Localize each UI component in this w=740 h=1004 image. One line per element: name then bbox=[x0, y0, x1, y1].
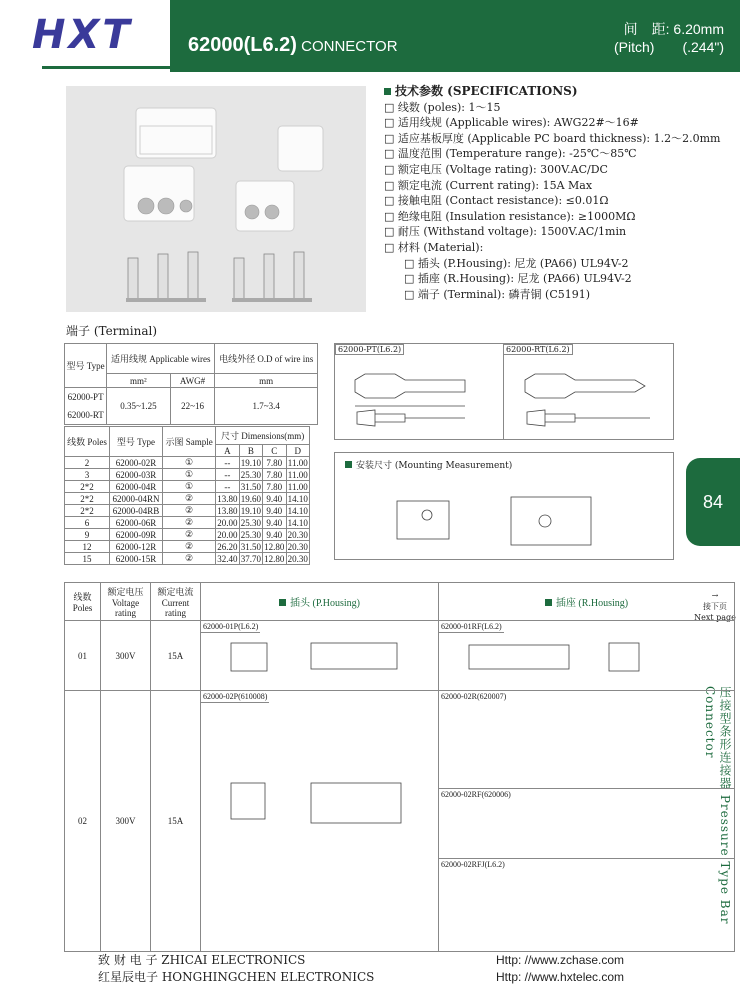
square-bullet-icon bbox=[279, 599, 286, 606]
mounting-title-text: 安装尺寸 (Mounting Measurement) bbox=[356, 461, 513, 471]
th-phousing-text: 插头 (P.Housing) bbox=[289, 598, 360, 609]
dim-cell: 14.10 bbox=[287, 517, 308, 528]
dim-cell: 62000-02R bbox=[109, 457, 162, 469]
spec-temp: 温度范围 (Temperature range): -25℃～85℃ bbox=[397, 147, 637, 161]
title-suffix: CONNECTOR bbox=[296, 38, 398, 55]
dim-cell: 9.40 bbox=[263, 529, 286, 541]
row2-cur: 15A bbox=[151, 691, 201, 952]
row2-plug bbox=[201, 691, 439, 952]
dim-cell: 2 bbox=[65, 457, 110, 469]
pitch-en: (Pitch) (.244") bbox=[614, 39, 724, 55]
dim-cell: 7.80 bbox=[263, 457, 286, 469]
dim-cell: 31.50 bbox=[240, 541, 261, 552]
spec-title-text: 技术参数 (SPECIFICATIONS) bbox=[395, 84, 578, 98]
dim-cell: 7.80 bbox=[263, 481, 286, 493]
row1-receptacle bbox=[439, 621, 735, 691]
th-rhousing-text: 插座 (R.Housing) bbox=[555, 598, 629, 609]
dim-cell: ② bbox=[162, 529, 215, 541]
square-bullet-icon bbox=[384, 88, 391, 95]
row2-rec3-label: 62000-02RFJ(L6.2) bbox=[441, 860, 505, 869]
dim-cell: -- bbox=[216, 481, 239, 493]
spec-row: □ 线数 (poles): 1～15 bbox=[384, 100, 501, 114]
pt-label: 62000-PT(L6.2) bbox=[335, 344, 404, 355]
spec-withstand: 耐压 (Withstand voltage): 1500V.AC/1min bbox=[397, 225, 627, 239]
dim-cell: 19.10 bbox=[240, 457, 261, 468]
spec-sub: □ 端子 (Terminal): 磷青铜 (C5191) bbox=[404, 287, 591, 301]
footer-company-1: 致 财 电 子 ZHICAI ELECTRONICS bbox=[98, 953, 306, 967]
dim-cell: ② bbox=[162, 553, 215, 565]
dim-cell: 2*2 bbox=[65, 505, 110, 517]
page-header bbox=[0, 0, 740, 72]
th-volt: 额定电压 Voltage rating bbox=[101, 583, 151, 621]
dim-cell: ② bbox=[162, 493, 215, 505]
logo-underline bbox=[42, 66, 182, 69]
dim-row bbox=[65, 505, 310, 517]
th-sample: 示图 Sample bbox=[162, 427, 215, 457]
spec-row: □ 耐压 (Withstand voltage): 1500V.AC/1min bbox=[384, 225, 627, 239]
spec-row: □ 额定电流 (Current rating): 15A Max bbox=[384, 178, 593, 192]
dim-cell: 62000-12R bbox=[109, 541, 162, 553]
dim-cell: 19.60 bbox=[240, 493, 261, 504]
dim-cell: 2*2 bbox=[65, 493, 110, 505]
row2-rec1-label: 62000-02R(620007) bbox=[441, 692, 507, 701]
spec-sub: □ 插头 (P.Housing): 尼龙 (PA66) UL94V-2 bbox=[404, 256, 629, 270]
dim-cell: 13.80 bbox=[217, 493, 238, 504]
th-b: B bbox=[239, 445, 262, 457]
mounting-sketch bbox=[335, 461, 675, 561]
spec-row: □ 绝缘电阻 (Insulation resistance): ≥1000MΩ bbox=[384, 209, 636, 223]
dim-cell: 9.40 bbox=[263, 517, 286, 529]
dim-cell: 9.40 bbox=[263, 505, 286, 517]
title-bar bbox=[170, 0, 740, 72]
dim-cell: 2*2 bbox=[65, 481, 110, 493]
spec-insulation: 绝缘电阻 (Insulation resistance): ≥1000MΩ bbox=[397, 209, 636, 223]
dim-cell: 62000-03R bbox=[109, 469, 162, 481]
dim-cell: 32.40 bbox=[217, 553, 238, 564]
dim-cell: -- bbox=[216, 457, 239, 469]
dim-cell: 25.30 bbox=[240, 517, 261, 528]
dim-cell: 14.10 bbox=[287, 493, 308, 504]
spec-sub: □ 插座 (R.Housing): 尼龙 (PA66) UL94V-2 bbox=[404, 272, 632, 286]
spec-terminal: 端子 (Terminal): 磷青铜 (C5191) bbox=[417, 287, 591, 301]
dim-cell: 11.00 bbox=[287, 481, 308, 492]
dim-cell: 19.10 bbox=[240, 505, 261, 516]
th-poles2: 线数 Poles bbox=[65, 583, 101, 621]
plug-sketch bbox=[201, 633, 431, 683]
th-cur: 额定电流 Current rating bbox=[151, 583, 201, 621]
dim-cell: 6 bbox=[65, 517, 110, 529]
dim-cell: 20.00 bbox=[217, 517, 238, 528]
pitch-info bbox=[614, 20, 724, 56]
dim-cell: 11.00 bbox=[287, 457, 308, 468]
dim-cell: 20.30 bbox=[287, 541, 308, 552]
mounting-measurement bbox=[334, 452, 674, 560]
dim-cell: 12.80 bbox=[264, 541, 285, 552]
plug2-sketch bbox=[201, 703, 431, 903]
th-rhousing bbox=[439, 583, 735, 621]
product-title bbox=[188, 34, 398, 57]
spec-contact: 接触电阻 (Contact resistance): ≤0.01Ω bbox=[397, 194, 609, 208]
next-en: Next page bbox=[694, 613, 736, 622]
th-a: A bbox=[216, 445, 239, 457]
th-poles: 线数 Poles bbox=[65, 427, 110, 457]
dim-cell: 62000-15R bbox=[109, 553, 162, 565]
dim-cell: 37.70 bbox=[240, 553, 261, 564]
dim-cell: 20.00 bbox=[217, 529, 238, 540]
spec-current: 额定电流 (Current rating): 15A Max bbox=[397, 178, 593, 192]
spec-voltage: 额定电压 (Voltage rating): 300V.AC/DC bbox=[397, 162, 608, 176]
th-awg: AWG# bbox=[170, 374, 215, 388]
vertical-caption: 压接型条形连接器 Pressure Type Bar Connector bbox=[703, 686, 732, 925]
footer-url-1[interactable]: Http: //www.zchase.com bbox=[496, 953, 625, 967]
dim-row bbox=[65, 481, 310, 493]
spec-wires: 适用线规 (Applicable wires): AWG22#～16# bbox=[397, 116, 639, 130]
terminal-drawings bbox=[334, 343, 674, 440]
dim-cell: 3 bbox=[65, 469, 110, 481]
dim-cell: 12.80 bbox=[264, 553, 285, 564]
dim-cell: ② bbox=[162, 517, 215, 529]
th-mm2: mm² bbox=[107, 374, 171, 388]
type-pt: 62000-PT bbox=[67, 392, 104, 402]
spec-poles: 线数 (poles): 1～15 bbox=[397, 100, 501, 114]
th-d: D bbox=[286, 445, 310, 457]
th-mm: mm bbox=[215, 374, 318, 388]
dim-cell: ① bbox=[162, 469, 215, 481]
spec-board: 适应基板厚度 (Applicable PC board thickness): 1.2～2.0mm bbox=[397, 131, 721, 145]
parts-table bbox=[64, 582, 735, 952]
row1-cur: 15A bbox=[151, 621, 201, 691]
row2-volt: 300V bbox=[101, 691, 151, 952]
dim-cell: 11.00 bbox=[287, 469, 308, 480]
th-phousing bbox=[201, 583, 439, 621]
dim-cell: ① bbox=[162, 457, 215, 469]
product-photo bbox=[66, 86, 366, 312]
spec-row: □ 适应基板厚度 (Applicable PC board thickness): 1.2～2.0mm bbox=[384, 131, 721, 145]
title-model: 62000(L6.2) bbox=[188, 34, 297, 56]
spec-row: □ 接触电阻 (Contact resistance): ≤0.01Ω bbox=[384, 194, 609, 208]
row2-plug-label: 62000-02P(610008) bbox=[203, 692, 268, 701]
footer-company-2: 红星辰电子 HONGHINGCHEN ELECTRONICS bbox=[98, 970, 375, 984]
dim-row bbox=[65, 529, 310, 541]
brand-logo bbox=[14, 6, 164, 64]
dim-cell: 62000-04R bbox=[109, 481, 162, 493]
dim-row bbox=[65, 457, 310, 469]
dim-cell: 9 bbox=[65, 529, 110, 541]
spec-title bbox=[384, 84, 714, 100]
th-type2: 型号 Type bbox=[109, 427, 162, 457]
square-bullet-icon bbox=[545, 599, 552, 606]
th-wire: 适用线规 Applicable wires bbox=[107, 344, 215, 374]
dim-row bbox=[65, 469, 310, 481]
spec-row: □ 温度范围 (Temperature range): -25℃～85℃ bbox=[384, 147, 637, 161]
dim-cell: 20.30 bbox=[287, 553, 308, 564]
row2-poles: 02 bbox=[65, 691, 101, 952]
spec-row: □ 适用线规 (Applicable wires): AWG22#～16# bbox=[384, 116, 639, 130]
spec-row: □ 额定电压 (Voltage rating): 300V.AC/DC bbox=[384, 162, 608, 176]
rec-sketch bbox=[439, 633, 689, 683]
dim-row bbox=[65, 553, 310, 565]
dim-cell: 14.10 bbox=[287, 505, 308, 516]
dim-cell: 12 bbox=[65, 541, 110, 553]
dim-cell: 25.30 bbox=[240, 469, 261, 480]
mm2-value: 0.35~1.25 bbox=[107, 388, 171, 425]
spec-phousing: 插头 (P.Housing): 尼龙 (PA66) UL94V-2 bbox=[417, 256, 629, 270]
spec-row: □ 材料 (Material): bbox=[384, 240, 484, 254]
dim-cell: -- bbox=[216, 469, 239, 481]
row2-rec2-label: 62000-02RF(620006) bbox=[441, 790, 511, 799]
footer bbox=[0, 952, 740, 1004]
row1-poles: 01 bbox=[65, 621, 101, 691]
th-c: C bbox=[263, 445, 286, 457]
footer-url-2[interactable]: Http: //www.hxtelec.com bbox=[496, 970, 625, 984]
arrow-right-icon: → bbox=[711, 591, 719, 600]
dimension-rows bbox=[65, 457, 310, 565]
dim-cell: ② bbox=[162, 505, 215, 517]
th-type: 型号 Type bbox=[65, 344, 107, 388]
dim-cell: 62000-06R bbox=[109, 517, 162, 529]
dimensions-table bbox=[64, 426, 310, 565]
type-rt: 62000-RT bbox=[67, 410, 104, 420]
specifications bbox=[384, 84, 721, 302]
row2-receptacles bbox=[439, 691, 735, 952]
dim-row bbox=[65, 493, 310, 505]
dim-cell: 9.40 bbox=[263, 493, 286, 505]
page-number-tab: 84 bbox=[686, 458, 740, 546]
rt-label: 62000-RT(L6.2) bbox=[503, 344, 573, 355]
awg-value: 22~16 bbox=[170, 388, 215, 425]
od-value: 1.7~3.4 bbox=[215, 388, 318, 425]
logo-text: HXT bbox=[32, 12, 133, 58]
dim-row bbox=[65, 517, 310, 529]
dim-cell: 20.30 bbox=[287, 529, 308, 540]
row1-plug-label: 62000-01P(L6.2) bbox=[203, 622, 259, 631]
dim-cell: 62000-04RB bbox=[109, 505, 162, 517]
dim-cell: 31.50 bbox=[240, 481, 261, 492]
dim-cell: 26.20 bbox=[217, 541, 238, 552]
terminal-sketch bbox=[335, 344, 675, 439]
dim-cell: 15 bbox=[65, 553, 110, 565]
dim-cell: 13.80 bbox=[217, 505, 238, 516]
row1-volt: 300V bbox=[101, 621, 151, 691]
next-cn: 接下页 bbox=[703, 602, 727, 611]
dim-cell: 7.80 bbox=[263, 469, 286, 481]
spec-material: 材料 (Material): bbox=[397, 240, 484, 254]
dim-cell: 62000-04RN bbox=[109, 493, 162, 505]
row1-plug bbox=[201, 621, 439, 691]
dim-cell: ① bbox=[162, 481, 215, 493]
th-od: 电线外径 O.D of wire ins bbox=[215, 344, 318, 374]
terminal-table bbox=[64, 343, 318, 425]
row1-rec-label: 62000-01RF(L6.2) bbox=[441, 622, 502, 631]
pitch-cn: 间 距: 6.20mm bbox=[623, 21, 724, 37]
terminal-title: 端子 (Terminal) bbox=[66, 324, 158, 338]
th-dimensions: 尺寸 Dimensions(mm) bbox=[216, 427, 310, 445]
spec-rhousing: 插座 (R.Housing): 尼龙 (PA66) UL94V-2 bbox=[417, 272, 632, 286]
dim-row bbox=[65, 541, 310, 553]
dim-cell: ② bbox=[162, 541, 215, 553]
dim-cell: 62000-09R bbox=[109, 529, 162, 541]
dim-cell: 25.30 bbox=[240, 529, 261, 540]
